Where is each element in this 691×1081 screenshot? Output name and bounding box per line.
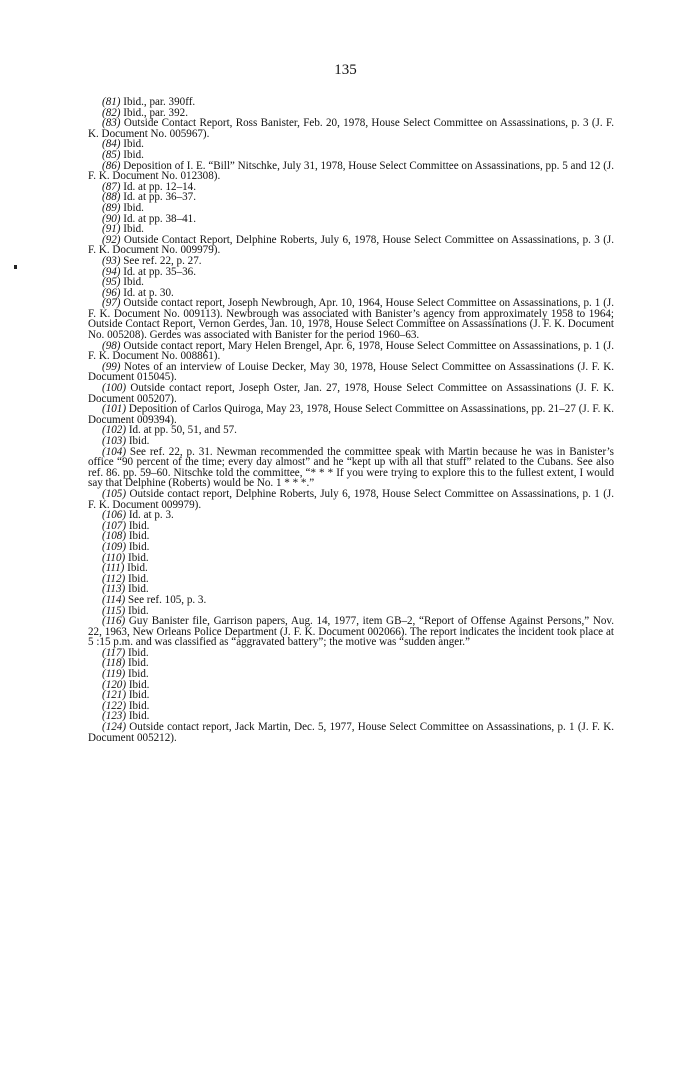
footnote: [88, 616, 614, 648]
footnote: [88, 267, 614, 278]
footnotes-list: [88, 97, 614, 743]
footnote-number: (83): [102, 117, 121, 130]
footnote-text: Id. at pp. 38–41.: [123, 212, 196, 225]
footnote: [88, 161, 614, 182]
footnote: [88, 192, 614, 203]
footnote: [88, 563, 614, 574]
scan-speck: [14, 265, 17, 269]
footnote: [88, 701, 614, 712]
footnote-text: Guy Banister file, Garrison papers, Aug. 14, 1977, item GB–2, “Report of Offense Against Persons,” Nov. 22, 1963, New Orleans Police Department (J. F. K. Document 002066). The report indicates the incident took place at 5 :15 p.m. and was classified as “aggravated battery”; the motive was “sudden anger.”: [88, 615, 614, 649]
footnote-text: Deposition of I. E. “Bill” Nitschke, July 31, 1978, House Select Committee on Assassinations, pp. 5 and 12 (J. F. K. Document No. 012308).: [88, 159, 614, 183]
footnote-text: Ibid.: [128, 519, 150, 532]
footnote: [88, 139, 614, 150]
footnote-number: (104): [102, 445, 127, 458]
footnote: [88, 690, 614, 701]
footnote-text: Outside Contact Report, Ross Banister, Feb. 20, 1978, House Select Committee on Assassinations, p. 3 (J. F. K. Document No. 005967).: [88, 117, 615, 140]
footnote-number: (100): [102, 382, 127, 395]
footnote-text: Ibid.: [128, 646, 149, 659]
footnote-number: (113): [102, 583, 126, 596]
footnote-number: (111): [102, 562, 125, 575]
footnote: [88, 425, 614, 436]
footnote-text: Ibid.: [128, 689, 150, 702]
footnote-number: (116): [102, 615, 126, 628]
footnote-number: (109): [102, 540, 127, 553]
footnote-number: (81): [102, 96, 121, 108]
footnote: [88, 648, 614, 659]
footnote-text: Id. at pp. 35–36.: [123, 265, 196, 278]
footnote-text: Ibid.: [128, 710, 150, 723]
footnote-number: (91): [102, 223, 121, 236]
footnote-text: Ibid.: [128, 435, 150, 447]
footnote-number: (90): [102, 212, 121, 225]
footnote-number: (120): [102, 678, 127, 691]
footnote-text: Ibid.: [123, 201, 144, 214]
footnote-number: (96): [102, 286, 121, 299]
footnote-number: (88): [102, 191, 121, 204]
footnote-text: See ref. 105, p. 3.: [128, 593, 207, 606]
footnote-number: (85): [102, 148, 121, 161]
footnote: [88, 722, 614, 743]
footnote-number: (110): [102, 551, 126, 564]
footnote: [88, 542, 614, 553]
footnote-number: (119): [102, 668, 126, 681]
footnote-text: Ibid.: [128, 540, 150, 553]
footnote-text: Ibid.: [128, 678, 150, 691]
footnote-text: Ibid.: [123, 148, 144, 161]
footnote-number: (99): [102, 360, 121, 373]
footnote-text: Id. at pp. 50, 51, and 57.: [128, 424, 237, 437]
footnote-number: (107): [102, 519, 127, 532]
footnote-text: Ibid.: [123, 276, 144, 289]
footnote-number: (122): [102, 699, 127, 712]
footnote-number: (114): [102, 593, 126, 606]
footnote: [88, 680, 614, 691]
footnote: [88, 553, 614, 564]
footnote: [88, 341, 614, 362]
footnote-text: Ibid.: [127, 562, 148, 575]
footnote-number: (95): [102, 276, 121, 289]
footnote: [88, 510, 614, 521]
footnote: [88, 447, 614, 489]
footnote-number: (118): [102, 657, 126, 670]
footnote: [88, 214, 614, 225]
footnote-text: Id. at pp. 36–37.: [123, 191, 196, 204]
footnote-text: Ibid., par. 392.: [123, 106, 188, 119]
footnote-number: (94): [102, 265, 121, 278]
footnote: [88, 521, 614, 532]
footnote: [88, 574, 614, 585]
footnote: [88, 489, 614, 510]
footnote-text: Outside contact report, Mary Helen Brengel, Apr. 6, 1978, House Select Committee on Assassinations, p. 1 (J. F. K. Document No. 008861).: [88, 339, 614, 363]
footnote-text: Ibid.: [128, 657, 149, 670]
footnote-text: Ibid.: [128, 572, 149, 585]
footnote-number: (108): [102, 530, 127, 543]
footnote-text: Outside contact report, Jack Martin, Dec. 5, 1977, House Select Committee on Assassinations, p. 1 (J. F. K. Document 005212).: [88, 721, 614, 744]
footnote-text: Ibid., par. 390ff.: [123, 96, 196, 108]
footnote-number: (106): [102, 509, 127, 522]
footnote: [88, 383, 614, 404]
footnote-text: Outside contact report, Joseph Newbrough, Apr. 10, 1964, House Select Committee on Assassinations, p. 1 (J. F. K. Document No. 009113). Newbrough was associated with Banister’s agency from approximately 1958 to 1964; Outside Contact Report, Vernon Gerdes, Jan. 10, 1978, House Select Committee on Assassinations (J. F. K. Document No. 005208). Gerdes was associated with Banister for the period 1960–63.: [88, 297, 614, 342]
footnote-number: (97): [102, 297, 121, 310]
footnote-text: Ibid.: [128, 551, 149, 564]
footnote: [88, 404, 614, 425]
footnote-text: Ibid.: [128, 583, 149, 596]
footnote: [88, 669, 614, 680]
footnote-text: Ibid.: [123, 223, 144, 236]
footnote-text: Ibid.: [128, 530, 150, 543]
footnote-text: Ibid.: [128, 668, 149, 681]
footnote-text: Ibid.: [123, 138, 144, 151]
footnote-number: (82): [102, 106, 121, 119]
footnote-number: (92): [102, 233, 121, 246]
footnote-number: (103): [102, 435, 127, 447]
footnote-number: (101): [102, 403, 127, 416]
footnote-number: (117): [102, 646, 126, 659]
footnote: [88, 362, 614, 383]
footnote-number: (112): [102, 572, 126, 585]
footnote: [88, 235, 614, 256]
footnote: [88, 658, 614, 669]
footnote-number: (84): [102, 138, 121, 151]
footnote-text: Outside Contact Report, Delphine Roberts, July 6, 1978, House Select Committee on Assassinations, p. 3 (J. F. K. Document No. 009979).: [88, 233, 614, 257]
footnote-number: (93): [102, 254, 121, 267]
footnote-number: (102): [102, 424, 127, 437]
footnote-text: Ibid.: [128, 604, 149, 617]
footnote-text: Id. at p. 3.: [128, 509, 174, 522]
footnote: [88, 531, 614, 542]
footnote-number: (98): [102, 339, 121, 352]
footnote-text: Outside contact report, Delphine Roberts, July 6, 1978, House Select Committee on Assassinations, p. 1 (J. F. K. Document 009979).: [88, 487, 614, 511]
footnote-text: See ref. 22, p. 31. Newman recommended the committee speak with Martin because he was in Banister’s office “90 percent of the time; every day almost” and he “kept up with all that stuff” related to the Cubans. See also ref. 86. pp. 59–60. Nitschke told the committee, “* * * If you were trying to explore this to the fullest extent, I would say that Delphine (Roberts) would be No. 1 * * *.”: [88, 445, 614, 490]
footnote-number: (121): [102, 689, 127, 702]
footnote-number: (123): [102, 710, 127, 723]
footnote-number: (87): [102, 180, 121, 193]
footnote-number: (89): [102, 201, 121, 214]
footnote-text: Notes of an interview of Louise Decker, May 30, 1978, House Select Committee on Assassinations (J. F. K. Document 015045).: [88, 360, 614, 384]
footnote-text: Id. at p. 30.: [123, 286, 174, 299]
footnote-number: (124): [102, 721, 127, 734]
footnote-number: (86): [102, 159, 121, 172]
footnote-text: Ibid.: [128, 699, 150, 712]
footnote: [88, 595, 614, 606]
page-number: 135: [334, 62, 357, 78]
footnote-text: Id. at pp. 12–14.: [123, 180, 196, 193]
footnote-text: Outside contact report, Joseph Oster, Jan. 27, 1978, House Select Committee on Assassinations (J. F. K. Document 005207).: [88, 382, 615, 405]
footnote-text: Deposition of Carlos Quiroga, May 23, 1978, House Select Committee on Assassinations, pp. 21–27 (J. F. K. Document 009394).: [88, 403, 614, 426]
footnote: [88, 298, 614, 340]
footnote: [88, 118, 614, 139]
footnote-number: (115): [102, 604, 126, 617]
footnote-text: See ref. 22, p. 27.: [123, 254, 202, 267]
footnote-number: (105): [102, 487, 127, 500]
